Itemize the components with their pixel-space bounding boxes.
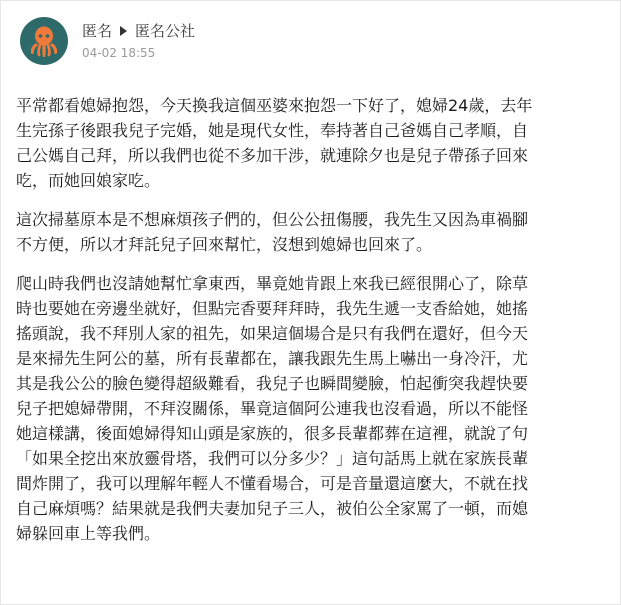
avatar[interactable]: [20, 17, 68, 65]
text-line: 間炸開了，我可以理解年輕人不懂看場合，可是音量還這麼大，不就在找: [16, 474, 529, 493]
text-line: 婦躲回車上等我們。: [16, 524, 161, 543]
paragraph: [16, 93, 608, 193]
text-line: 不方便，所以才拜託兒子回來幫忙，沒想到媳婦也回來了。: [16, 235, 433, 254]
text-line: 自己麻煩嗎？結果就是我們夫妻加兒子三人，被伯公全家罵了一頓，而媳: [16, 499, 529, 518]
text-line: 己公媽自己拜，所以我們也從不多加干涉，就連除夕也是兒子帶孫子回來: [16, 146, 529, 165]
text-line: 「如果全挖出來放靈骨塔，我們可以分多少？」這句話馬上就在家族長輩: [16, 449, 529, 468]
post-timestamp: 04-02 18:55: [82, 46, 156, 60]
text-line: 爬山時我們也沒請她幫忙拿東西，畢竟她肯跟上來我已經很開心了，除草: [16, 274, 529, 293]
text-line: 生完孫子後跟我兒子完婚，她是現代女性，奉持著自己爸媽自己孝順，自: [16, 121, 529, 140]
author-name[interactable]: 匿名: [82, 22, 113, 40]
text-line: 平常都看媳婦抱怨，今天換我這個巫婆來抱怨一下好了，媳婦24歲，去年: [16, 96, 533, 115]
text-line: 兒子把媳婦帶開，不拜沒關係，畢竟這個阿公連我也沒看過，所以不能怪: [16, 399, 529, 418]
octopus-icon: [20, 17, 68, 65]
text-line: 搖頭說，我不拜別人家的祖先，如果這個場合是只有我們在還好，但今天: [16, 324, 529, 343]
text-line: 吃，而她回娘家吃。: [16, 171, 161, 190]
text-line: 這次掃墓原本是不想麻煩孩子們的，但公公扭傷腰，我先生又因為車禍腳: [16, 210, 529, 229]
post-meta: [82, 21, 195, 61]
text-line: 她這樣講，後面媳婦得知山頭是家族的，很多長輩都葬在這裡，就說了句: [16, 424, 529, 443]
paragraph: [16, 207, 608, 257]
paragraph: [16, 271, 608, 546]
breadcrumb: [82, 21, 195, 41]
post-body: [16, 93, 608, 560]
text-line: 其是我公公的臉色變得超級難看，我兒子也瞬間變臉，怕起衝突我趕快要: [16, 374, 529, 393]
post-header: [20, 17, 195, 65]
board-name[interactable]: 匿名公社: [135, 22, 196, 40]
caret-right-icon: [120, 26, 127, 36]
text-line: 是來掃先生阿公的墓，所有長輩都在，讓我跟先生馬上嚇出一身冷汗，尤: [16, 349, 529, 368]
text-line: 時也要她在旁邊坐就好，但點完香要拜拜時，我先生遞一支香給她，她搖: [16, 299, 529, 318]
